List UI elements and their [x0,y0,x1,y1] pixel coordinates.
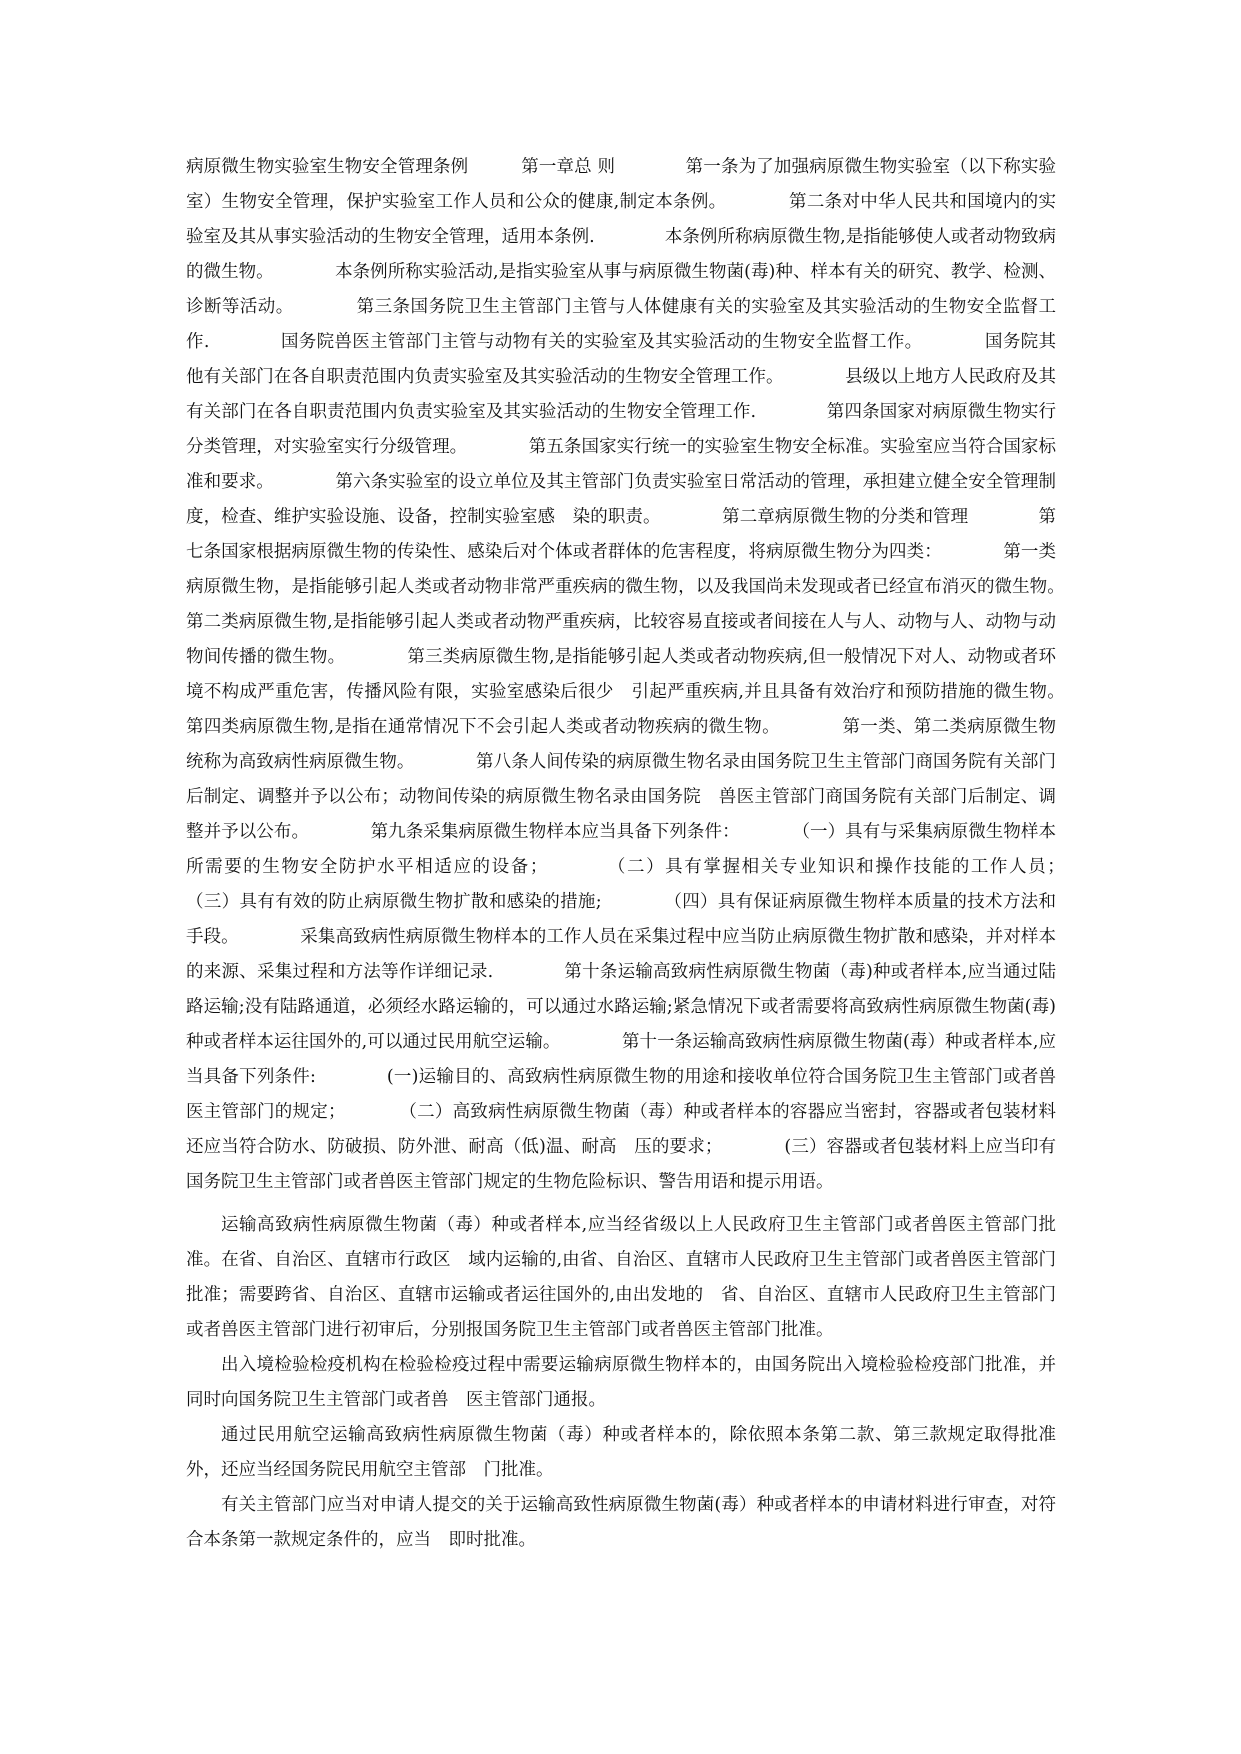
paragraph-transport-approval: 运输高致病性病原微生物菌（毒）种或者样本,应当经省级以上人民政府卫生主管部门或者兽医主管部门批准。在省、自治区、直辖市行政区 域内运输的,由省、自治区、直辖市人民政府卫生主管部门或者兽医主管部门批准；需要跨省、自治区、直辖市运输或者运往国外的,由出发地的 省、自治区、直辖市人民政府卫生主管部门或者兽医主管部门进行初审后，分别报国务院卫生主管部门或者兽医主管部门批准。 [186,1215,1056,1340]
main-text-block: 病原微生物实验室生物安全管理条例 第一章总 则 第一条为了加强病原微生物实验室（以下称实验室）生物安全管理，保护实验室工作人员和公众的健康,制定本条例。 第二条对中华人民共和国境内的实验室及其从事实验活动的生物安全管理，适用本条例. 本条例所称病原微生物,是指能够使人或者动物致病的微生物。 本条例所称实验活动,是指实验室从事与病原微生物菌(毒)种、样本有关的研究、教学、检测、诊断等活动。 第三条国务院卫生主管部门主管与人体健康有关的实验室及其实验活动的生物安全监督工作. 国务院兽医主管部门主管与动物有关的实验室及其实验活动的生物安全监督工作。 国务院其他有关部门在各自职责范围内负责实验室及其实验活动的生物安全管理工作。 县级以上地方人民政府及其有关部门在各自职责范围内负责实验室及其实验活动的生物安全管理工作. 第四条国家对病原微生物实行分类管理，对实验室实行分级管理。 第五条国家实行统一的实验室生物安全标准。实验室应当符合国家标准和要求。 第六条实验室的设立单位及其主管部门负责实验室日常活动的管理，承担建立健全安全管理制度，检查、维护实验设施、设备，控制实验室感 染的职责。 第二章病原微生物的分类和管理 第七条国家根据病原微生物的传染性、感染后对个体或者群体的危害程度，将病原微生物分为四类： 第一类病原微生物，是指能够引起人类或者动物非常严重疾病的微生物，以及我国尚未发现或者已经宣布消灭的微生物。 第二类病原微生物,是指能够引起人类或者动物严重疾病，比较容易直接或者间接在人与人、动物与人、动物与动物间传播的微生物。 第三类病原微生物,是指能够引起人类或者动物疾病,但一般情况下对人、动物或者环境不构成严重危害，传播风险有限，实验室感染后很少 引起严重疾病,并且具备有效治疗和预防措施的微生物。 第四类病原微生物,是指在通常情况下不会引起人类或者动物疾病的微生物。 第一类、第二类病原微生物统称为高致病性病原微生物。 第八条人间传染的病原微生物名录由国务院卫生主管部门商国务院有关部门后制定、调整并予以公布；动物间传染的病原微生物名录由国务院 兽医主管部门商国务院有关部门后制定、调整并予以公布。 第九条采集病原微生物样本应当具备下列条件： （一）具有与采集病原微生物样本所需要的生物安全防护水平相适应的设备； （二）具有掌握相关专业知识和操作技能的工作人员； （三）具有有效的防止病原微生物扩散和感染的措施; （四）具有保证病原微生物样本质量的技术方法和手段。 采集高致病性病原微生物样本的工作人员在采集过程中应当防止病原微生物扩散和感染，并对样本的来源、采集过程和方法等作详细记录. 第十条运输高致病性病原微生物菌（毒)种或者样本,应当通过陆路运输;没有陆路通道，必须经水路运输的，可以通过水路运输;紧急情况下或者需要将高致病性病原微生物菌(毒)种或者样本运往国外的,可以通过民用航空运输。 第十一条运输高致病性病原微生物菌(毒）种或者样本,应当具备下列条件: (一)运输目的、高致病性病原微生物的用途和接收单位符合国务院卫生主管部门或者兽医主管部门的规定； （二）高致病性病原微生物菌（毒）种或者样本的容器应当密封，容器或者包装材料还应当符合防水、防破损、防外泄、耐高（低)温、耐高 压的要求； (三）容器或者包装材料上应当印有国务院卫生主管部门或者兽医主管部门规定的生物危险标识、警告用语和提示用语。 [186,157,1126,1192]
paragraph-review-approval: 有关主管部门应当对申请人提交的关于运输高致性病原微生物菌(毒）种或者样本的申请材料进行审查，对符合本条第一款规定条件的，应当 即时批准。 [186,1495,1056,1550]
document-body [186,150,1126,1558]
paragraph-civil-aviation: 通过民用航空运输高致病性病原微生物菌（毒）种或者样本的，除依照本条第二款、第三款规定取得批准外，还应当经国务院民用航空主管部 门批准。 [186,1425,1056,1480]
paragraph-entry-exit-inspection: 出入境检验检疫机构在检验检疫过程中需要运输病原微生物样本的，由国务院出入境检验检疫部门批准，并同时向国务院卫生主管部门或者兽 医主管部门通报。 [186,1355,1056,1410]
